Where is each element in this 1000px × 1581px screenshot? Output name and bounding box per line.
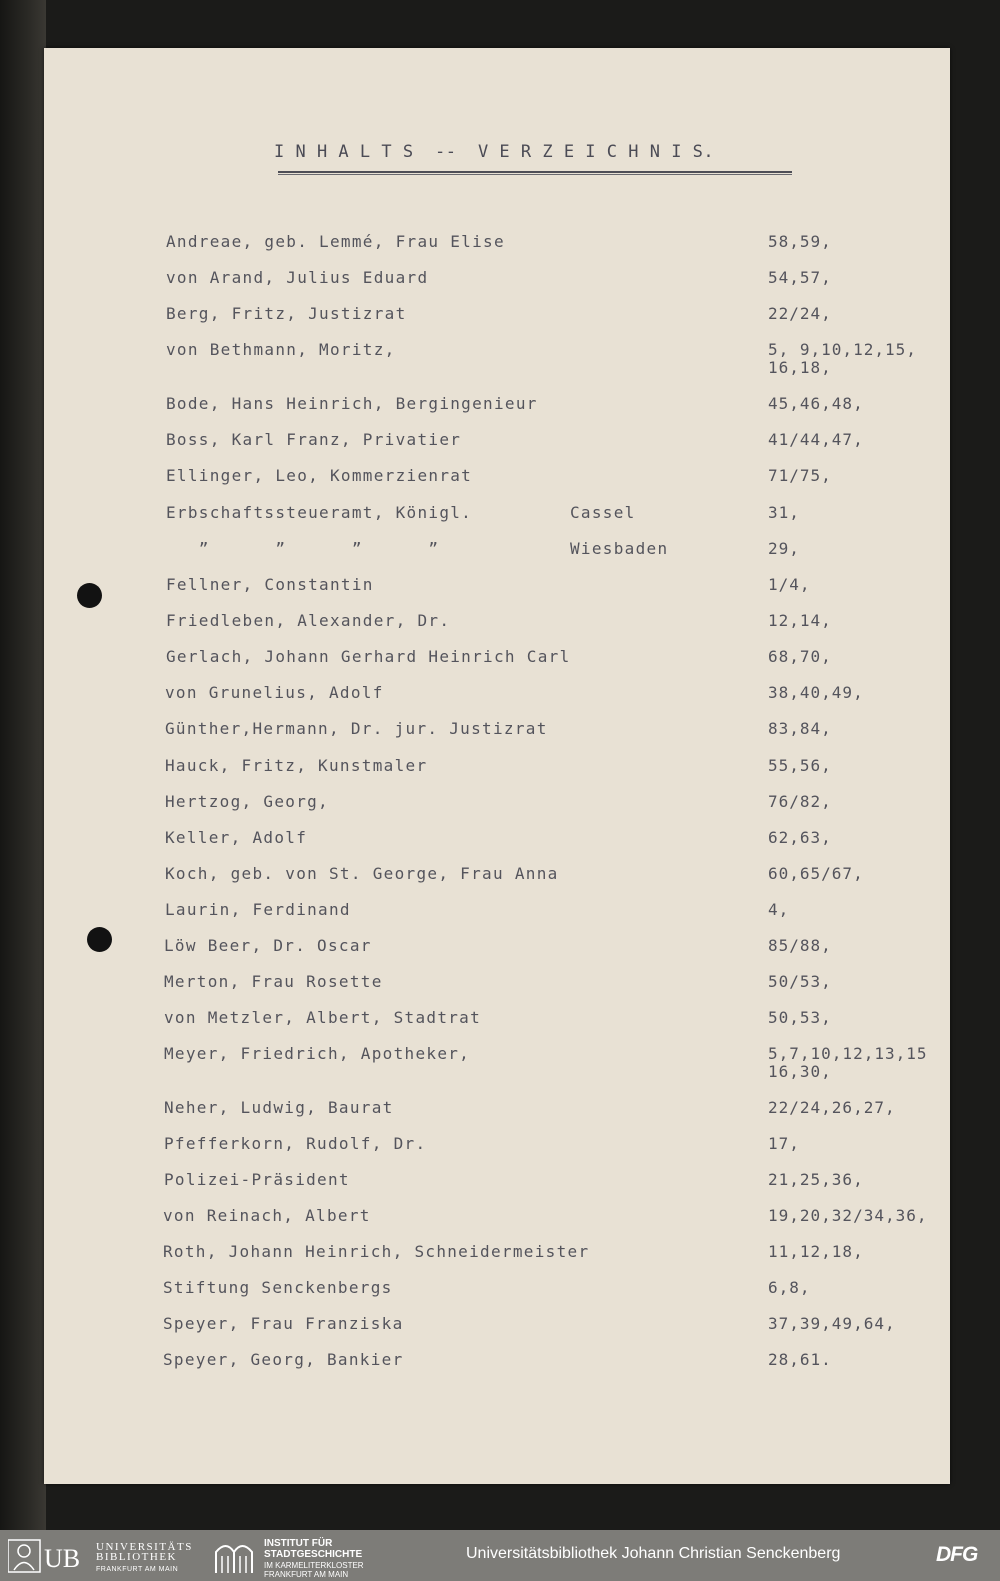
index-entry	[44, 431, 950, 471]
entry-pages: 31,	[768, 503, 800, 522]
entry-pages: 19,20,32/34,36,	[768, 1206, 928, 1225]
entry-pages: 62,63,	[768, 828, 832, 847]
index-entry	[44, 648, 950, 688]
index-list	[44, 48, 950, 1484]
entry-name: ” ” ” ”	[166, 539, 440, 558]
entry-name: Fellner, Constantin	[166, 575, 374, 594]
index-entry	[44, 395, 950, 435]
index-entry	[44, 1207, 950, 1247]
library-name: Universitätsbibliothek Johann Christian Senckenberg	[466, 1545, 841, 1562]
entry-pages: 5, 9,10,12,15, 16,18,	[768, 340, 917, 377]
entry-name: Neher, Ludwig, Baurat	[164, 1098, 394, 1117]
index-entry	[44, 341, 950, 381]
entry-name: von Grunelius, Adolf	[165, 683, 384, 702]
scan-edge	[0, 0, 46, 1530]
entry-pages: 22/24,	[768, 304, 832, 323]
entry-pages: 12,14,	[768, 611, 832, 630]
entry-pages: 60,65/67,	[768, 864, 864, 883]
entry-pages: 50/53,	[768, 972, 832, 991]
index-entry	[44, 1045, 950, 1085]
ub-city: FRANKFURT AM MAIN	[96, 1566, 179, 1573]
entry-name: Merton, Frau Rosette	[164, 972, 383, 991]
document-page	[44, 48, 950, 1484]
index-entry	[44, 305, 950, 345]
entry-name: Speyer, Georg, Bankier	[163, 1350, 404, 1369]
entry-name: Günther,Hermann, Dr. jur. Justizrat	[165, 719, 548, 738]
entry-pages: 38,40,49,	[768, 683, 864, 702]
entry-pages: 6,8,	[768, 1278, 811, 1297]
entry-name: Pfefferkorn, Rudolf, Dr.	[164, 1134, 427, 1153]
entry-pages: 71/75,	[768, 466, 832, 485]
entry-name: Andreae, geb. Lemmé, Frau Elise	[166, 232, 505, 251]
entry-pages: 5,7,10,12,13,15 16,30,	[768, 1044, 928, 1081]
entry-pages: 4,	[768, 900, 790, 919]
entry-pages: 29,	[768, 539, 800, 558]
entry-pages: 55,56,	[768, 756, 832, 775]
svg-text:UB: UB	[44, 1544, 81, 1573]
entry-name: von Metzler, Albert, Stadtrat	[164, 1008, 482, 1027]
entry-name: Ellinger, Leo, Kommerzienrat	[166, 466, 473, 485]
entry-pages: 76/82,	[768, 792, 832, 811]
entry-name: Hertzog, Georg,	[165, 792, 329, 811]
index-entry	[44, 269, 950, 309]
entry-pages: 41/44,47,	[768, 430, 864, 449]
isg-logo-icon	[214, 1538, 254, 1574]
index-entry	[44, 793, 950, 833]
entry-name: von Bethmann, Moritz,	[166, 340, 396, 359]
entry-name: von Arand, Julius Eduard	[166, 268, 429, 287]
entry-pages: 37,39,49,64,	[768, 1314, 896, 1333]
entry-name: Gerlach, Johann Gerhard Heinrich Carl	[166, 647, 571, 666]
index-entry	[44, 720, 950, 760]
punch-hole	[87, 927, 112, 952]
entry-pages: 28,61.	[768, 1350, 832, 1369]
entry-name: Polizei-Präsident	[164, 1170, 350, 1189]
index-entry	[44, 1135, 950, 1175]
index-entry	[44, 1351, 950, 1391]
entry-place: Cassel	[570, 503, 636, 522]
entry-pages: 58,59,	[768, 232, 832, 251]
entry-name: Friedleben, Alexander, Dr.	[166, 611, 451, 630]
index-entry	[44, 829, 950, 869]
index-entry	[44, 233, 950, 273]
index-entry	[44, 612, 950, 652]
entry-pages: 68,70,	[768, 647, 832, 666]
isg-subtitle: IM KARMELITERKLOSTER FRANKFURT AM MAIN	[264, 1561, 364, 1579]
entry-place: Wiesbaden	[570, 539, 669, 558]
entry-pages: 17,	[768, 1134, 800, 1153]
index-entry	[44, 757, 950, 797]
isg-name: INSTITUT FÜR STADTGESCHICHTE	[264, 1538, 363, 1560]
entry-name: Boss, Karl Franz, Privatier	[166, 430, 462, 449]
entry-name: Roth, Johann Heinrich, Schneidermeister	[163, 1242, 590, 1261]
ub-name: UNIVERSITÄTS BIBLIOTHEK	[96, 1541, 193, 1563]
index-entry	[44, 901, 950, 941]
entry-name: Hauck, Fritz, Kunstmaler	[165, 756, 428, 775]
entry-pages: 54,57,	[768, 268, 832, 287]
entry-name: Erbschaftssteueramt, Königl.	[166, 503, 473, 522]
index-entry	[44, 467, 950, 507]
index-entry	[44, 865, 950, 905]
entry-pages: 1/4,	[768, 575, 811, 594]
index-entry	[44, 937, 950, 977]
index-entry	[44, 1243, 950, 1283]
punch-hole	[77, 583, 102, 608]
dfg-logo: DFG	[936, 1543, 978, 1566]
entry-name: Laurin, Ferdinand	[165, 900, 351, 919]
entry-pages: 21,25,36,	[768, 1170, 864, 1189]
index-entry	[44, 504, 950, 544]
entry-pages: 85/88,	[768, 936, 832, 955]
entry-pages: 45,46,48,	[768, 394, 864, 413]
entry-pages: 83,84,	[768, 719, 832, 738]
entry-name: Löw Beer, Dr. Oscar	[164, 936, 372, 955]
entry-name: Stiftung Senckenbergs	[163, 1278, 393, 1297]
index-entry	[44, 1279, 950, 1319]
entry-pages: 22/24,26,27,	[768, 1098, 896, 1117]
entry-name: Bode, Hans Heinrich, Bergingenieur	[166, 394, 538, 413]
index-entry	[44, 576, 950, 616]
entry-pages: 50,53,	[768, 1008, 832, 1027]
index-entry	[44, 684, 950, 724]
index-entry	[44, 1171, 950, 1211]
entry-name: Berg, Fritz, Justizrat	[166, 304, 407, 323]
index-entry	[44, 540, 950, 580]
ub-logo	[8, 1539, 94, 1573]
index-entry	[44, 1099, 950, 1139]
entry-name: Keller, Adolf	[165, 828, 308, 847]
entry-name: Speyer, Frau Franziska	[163, 1314, 404, 1333]
viewer-footer	[0, 1530, 1000, 1581]
entry-name: von Reinach, Albert	[163, 1206, 371, 1225]
document-title: I N H A L T S -- V E R Z E I C H N I S.	[274, 142, 715, 162]
entry-pages: 11,12,18,	[768, 1242, 864, 1261]
index-entry	[44, 973, 950, 1013]
entry-name: Meyer, Friedrich, Apotheker,	[164, 1044, 471, 1063]
entry-name: Koch, geb. von St. George, Frau Anna	[165, 864, 559, 883]
index-entry	[44, 1009, 950, 1049]
index-entry	[44, 1315, 950, 1355]
